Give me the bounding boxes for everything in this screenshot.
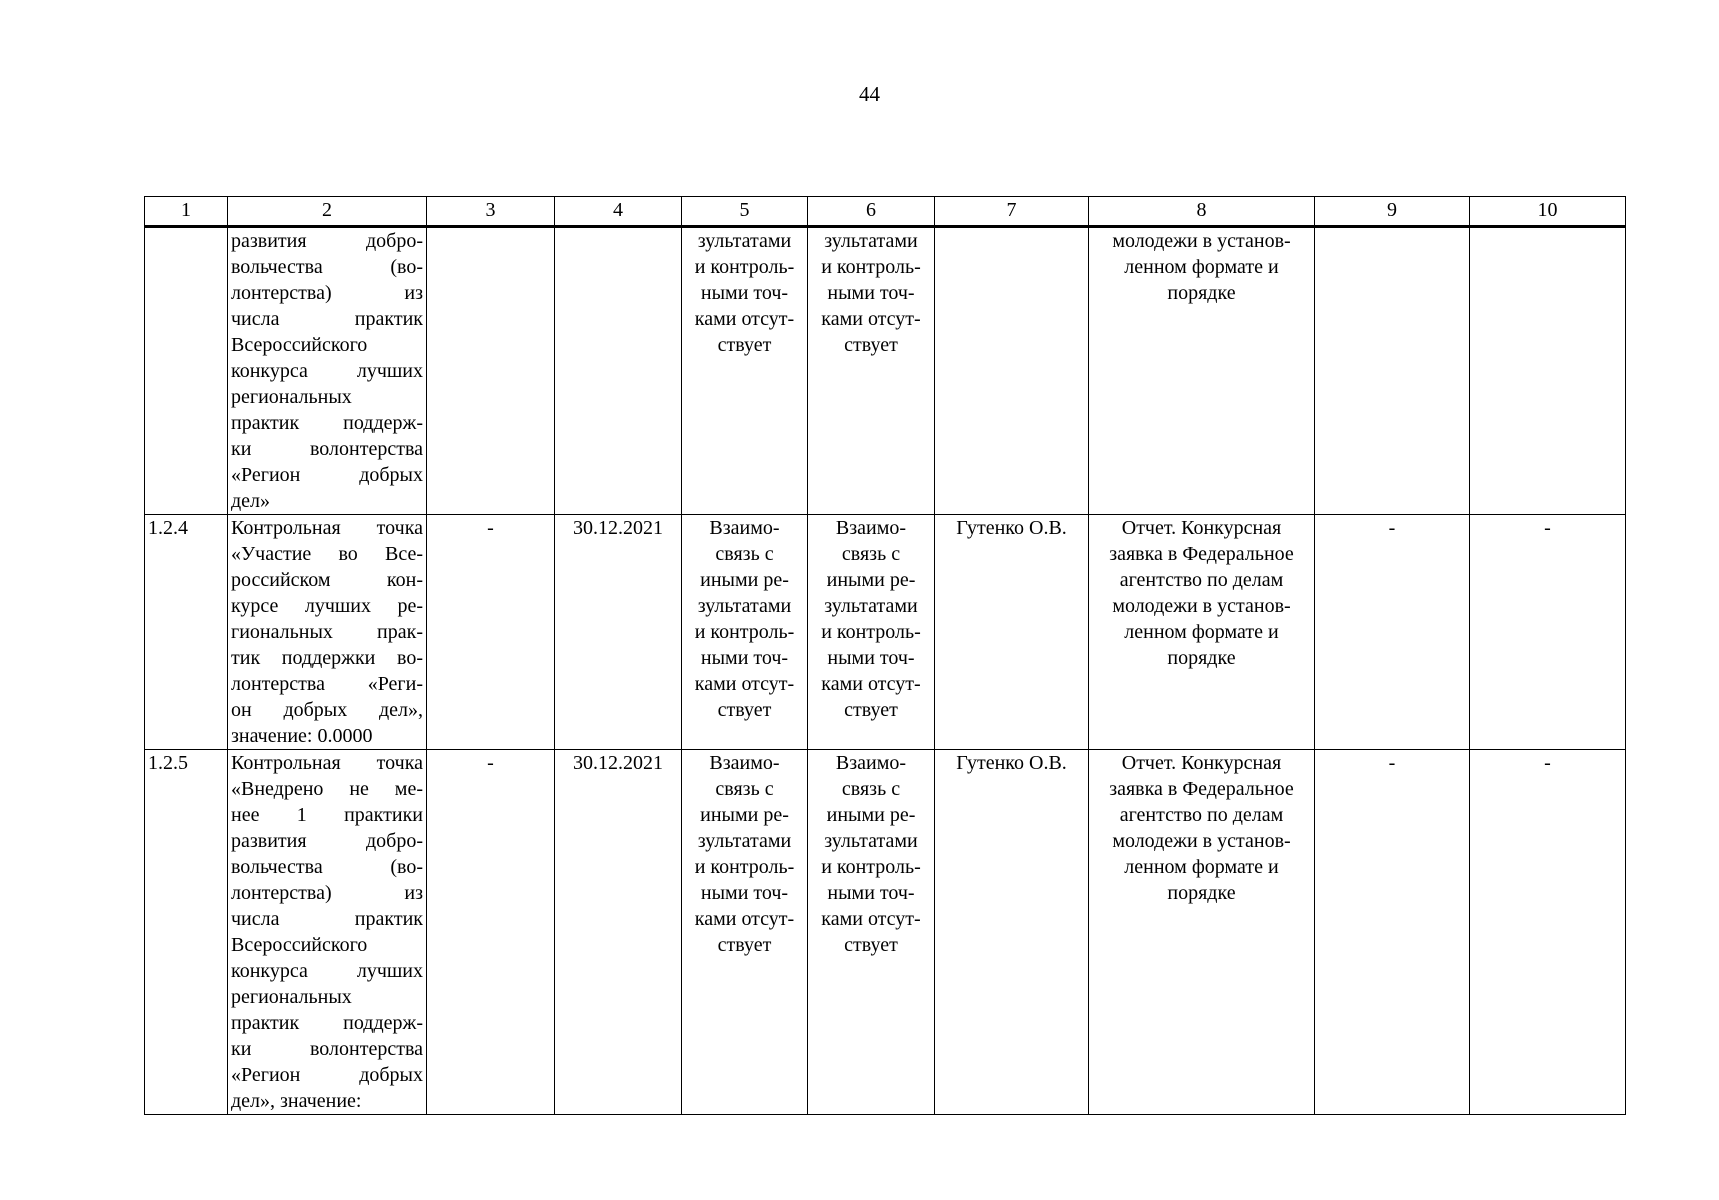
column-5-cell	[682, 750, 808, 1115]
cell-line: связь с	[715, 778, 774, 800]
column-3-cell: -	[427, 750, 555, 1115]
cell-line: развития добро-	[231, 230, 423, 252]
cell-line: зультатами	[824, 595, 918, 617]
column-6-cell	[808, 227, 935, 515]
cell-line: и контроль-	[694, 856, 795, 878]
column-5-cell	[682, 227, 808, 515]
row-number-cell: 1.2.4	[145, 515, 228, 750]
cell-line: Взаимо-	[835, 517, 907, 539]
cell-line: ными точ-	[700, 647, 789, 669]
cell-line: Всероссийского	[231, 334, 368, 356]
cell-line: заявка в Федеральное	[1109, 543, 1294, 565]
column-number: 1	[145, 197, 228, 227]
column-number: 9	[1315, 197, 1470, 227]
column-5-cell	[682, 515, 808, 750]
cell-line: и контроль-	[821, 621, 921, 643]
document-cell	[1089, 515, 1315, 750]
cell-line: и контроль-	[821, 856, 921, 878]
cell-line: Всероссийского	[231, 934, 368, 956]
cell-line: порядке	[1167, 282, 1236, 304]
cell-line: ствует	[717, 699, 772, 721]
cell-line: Отчет. Конкурсная	[1121, 752, 1282, 774]
column-number: 8	[1089, 197, 1315, 227]
cell-line: «Участие во Все-	[231, 543, 423, 565]
cell-line: и контроль-	[821, 256, 921, 278]
cell-line: курсе лучших ре-	[231, 595, 423, 617]
description-cell	[228, 515, 427, 750]
column-3-cell	[427, 227, 555, 515]
cell-line: зультатами	[697, 230, 792, 252]
cell-line: гиональных прак-	[231, 621, 423, 643]
cell-line: молодежи в установ-	[1112, 595, 1291, 617]
cell-line: иными ре-	[826, 804, 916, 826]
column-number-header-row	[145, 197, 1626, 227]
cell-line: ными точ-	[827, 882, 915, 904]
cell-line: вольчества (во-	[231, 856, 423, 878]
cell-line: значение: 0.0000	[231, 725, 373, 747]
cell-line: ками отсут-	[821, 673, 921, 695]
cell-line: порядке	[1167, 647, 1236, 669]
cell-line: связь с	[841, 778, 901, 800]
cell-line: ки волонтерства	[231, 1038, 423, 1060]
cell-line: ными точ-	[700, 882, 789, 904]
description-cell	[228, 227, 427, 515]
cell-line: ными точ-	[827, 647, 915, 669]
column-number: 4	[555, 197, 682, 227]
cell-line: агентство по делам	[1119, 569, 1284, 591]
cell-line: лонтерства) из	[231, 282, 423, 304]
cell-line: ными точ-	[700, 282, 789, 304]
cell-line: ленном формате и	[1124, 256, 1279, 278]
date-cell: 30.12.2021	[555, 515, 682, 750]
cell-line: ствует	[844, 334, 898, 356]
cell-line: лонтерства) из	[231, 882, 423, 904]
cell-line: иными ре-	[700, 569, 789, 591]
cell-line: молодежи в установ-	[1112, 830, 1291, 852]
column-10-cell: -	[1470, 515, 1626, 750]
column-number: 6	[808, 197, 935, 227]
cell-line: связь с	[715, 543, 774, 565]
table-row	[145, 750, 1626, 1115]
cell-line: молодежи в установ-	[1112, 230, 1291, 252]
cell-line: Взаимо-	[709, 517, 780, 539]
cell-line: «Внедрено не ме-	[231, 778, 423, 800]
cell-line: Взаимо-	[709, 752, 780, 774]
responsible-cell: Гутенко О.В.	[935, 750, 1089, 1115]
page-number: 44	[859, 82, 880, 106]
cell-line: нее 1 практики	[231, 804, 423, 826]
cell-line: ками отсут-	[694, 308, 795, 330]
cell-line: вольчества (во-	[231, 256, 423, 278]
column-6-cell	[808, 515, 935, 750]
cell-line: развития добро-	[231, 830, 423, 852]
cell-line: дел»	[231, 490, 271, 512]
column-number: 7	[935, 197, 1089, 227]
column-number: 5	[682, 197, 808, 227]
column-10-cell	[1470, 227, 1626, 515]
cell-line: российском кон-	[231, 569, 423, 591]
cell-line: ствует	[717, 334, 772, 356]
cell-line: зультатами	[697, 830, 792, 852]
cell-line: иными ре-	[826, 569, 916, 591]
cell-line: ными точ-	[827, 282, 915, 304]
cell-line: Контрольная точка	[231, 752, 423, 774]
cell-line: иными ре-	[700, 804, 789, 826]
column-number: 2	[228, 197, 427, 227]
cell-line: зультатами	[824, 230, 918, 252]
responsible-cell: Гутенко О.В.	[935, 515, 1089, 750]
cell-line: ствует	[844, 699, 898, 721]
document-cell	[1089, 227, 1315, 515]
control-points-table	[144, 196, 1626, 1115]
column-9-cell: -	[1315, 750, 1470, 1115]
date-cell	[555, 227, 682, 515]
cell-line: ствует	[717, 934, 772, 956]
row-number-cell: 1.2.5	[145, 750, 228, 1115]
cell-line: он добрых дел»,	[231, 699, 423, 721]
cell-line: конкурса лучших	[231, 360, 423, 382]
cell-line: ствует	[844, 934, 898, 956]
cell-line: связь с	[841, 543, 901, 565]
column-9-cell	[1315, 227, 1470, 515]
cell-line: ленном формате и	[1124, 856, 1279, 878]
cell-line: числа практик	[231, 908, 423, 930]
cell-line: «Регион добрых	[231, 1064, 423, 1086]
cell-line: ками отсут-	[821, 308, 921, 330]
cell-line: лонтерства «Реги-	[231, 673, 423, 695]
cell-line: ленном формате и	[1124, 621, 1279, 643]
cell-line: заявка в Федеральное	[1109, 778, 1294, 800]
cell-line: практик поддерж-	[231, 1012, 423, 1034]
cell-line: порядке	[1167, 882, 1236, 904]
cell-line: агентство по делам	[1119, 804, 1284, 826]
cell-line: региональных	[231, 386, 352, 408]
cell-line: ками отсут-	[694, 908, 795, 930]
cell-line: практик поддерж-	[231, 412, 423, 434]
cell-line: Взаимо-	[835, 752, 907, 774]
column-6-cell	[808, 750, 935, 1115]
cell-line: Отчет. Конкурсная	[1121, 517, 1282, 539]
cell-line: конкурса лучших	[231, 960, 423, 982]
column-number: 3	[427, 197, 555, 227]
cell-line: дел», значение:	[231, 1090, 362, 1112]
cell-line: ки волонтерства	[231, 438, 423, 460]
cell-line: и контроль-	[694, 621, 795, 643]
cell-line: региональных	[231, 986, 352, 1008]
column-number: 10	[1470, 197, 1626, 227]
description-cell	[228, 750, 427, 1115]
cell-line: зультатами	[697, 595, 792, 617]
column-3-cell: -	[427, 515, 555, 750]
document-cell	[1089, 750, 1315, 1115]
cell-line: ками отсут-	[694, 673, 795, 695]
responsible-cell	[935, 227, 1089, 515]
cell-line: зультатами	[824, 830, 918, 852]
column-9-cell: -	[1315, 515, 1470, 750]
cell-line: и контроль-	[694, 256, 795, 278]
cell-line: тик поддержки во-	[231, 647, 423, 669]
date-cell: 30.12.2021	[555, 750, 682, 1115]
row-number-cell	[145, 227, 228, 515]
table-row	[145, 227, 1626, 515]
cell-line: числа практик	[231, 308, 423, 330]
cell-line: ками отсут-	[821, 908, 921, 930]
cell-line: «Регион добрых	[231, 464, 423, 486]
table-row	[145, 515, 1626, 750]
cell-line: Контрольная точка	[231, 517, 423, 539]
column-10-cell: -	[1470, 750, 1626, 1115]
